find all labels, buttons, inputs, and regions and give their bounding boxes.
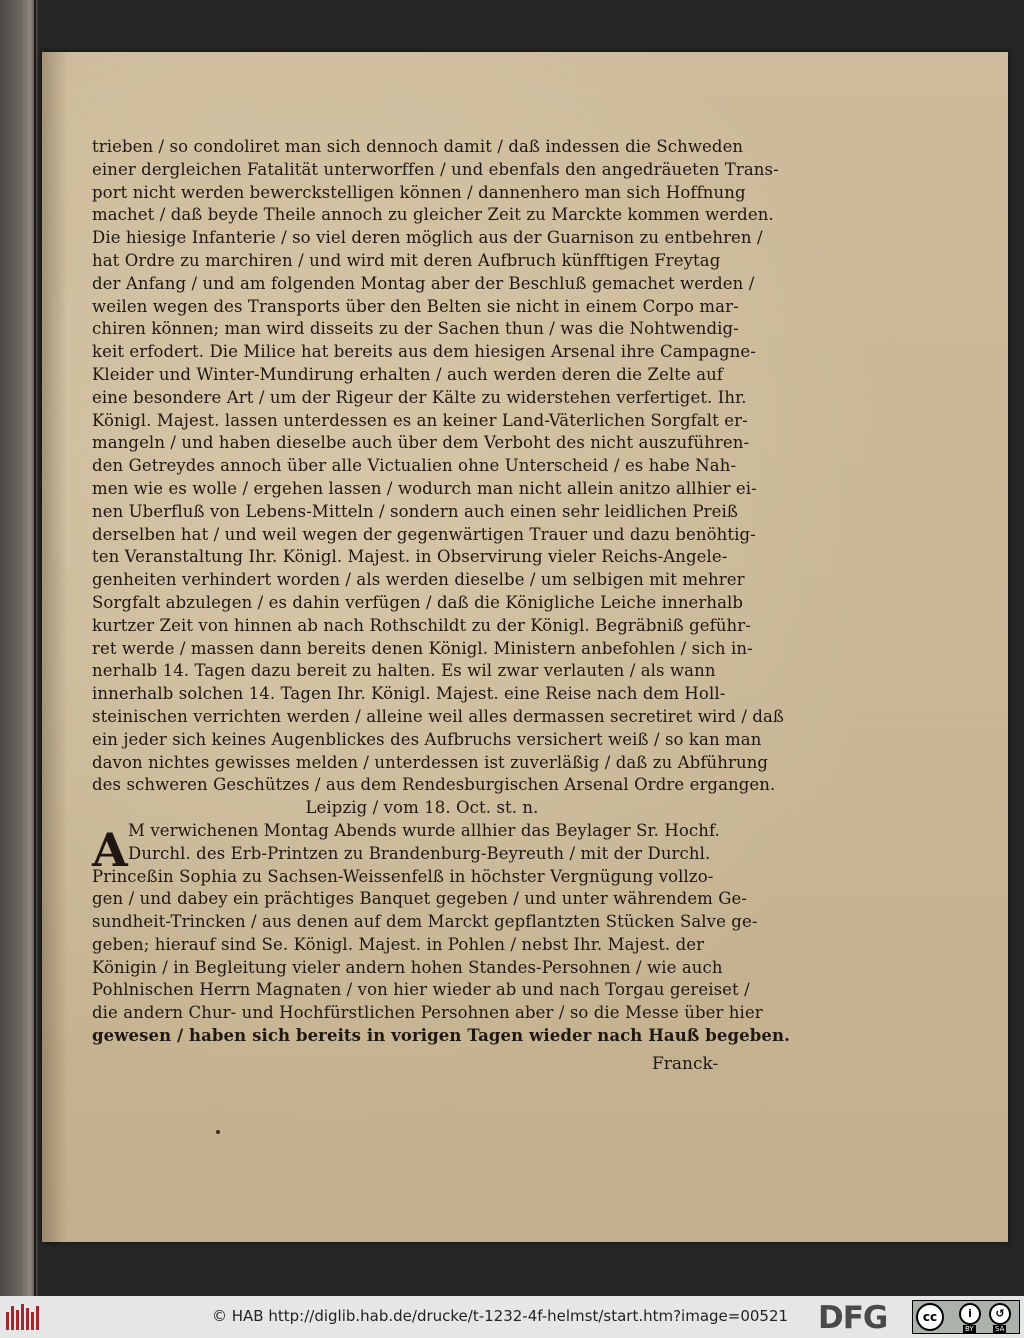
article-line: sundheit-Trincken / aus denen auf dem Marckt gepflantzten Stücken Salve ge- [92,912,758,932]
share-alike-icon: ↺ [989,1303,1011,1325]
text-line: keit erfodert. Die Milice hat bereits aus dem hiesigen Arsenal ihre Campagne- [92,342,756,362]
text-line: hat Ordre zu marchiren / und wird mit deren Aufbruch künfftigen Freytag [92,250,721,270]
text-line: einer dergleichen Fatalität unterworffen / und ebenfals den angedräueten Trans- [92,159,779,179]
text-line: der Anfang / und am folgenden Montag aber der Beschluß gemachet werden / [92,273,755,293]
page-text-block [92,136,792,1048]
attribution-icon: i [959,1303,981,1325]
article-line: M verwichenen Montag Abends wurde allhier das Beylager Sr. Hochf. [128,820,720,840]
previous-page-edge [0,0,38,1296]
article-line: Durchl. des Erb-Printzen zu Brandenburg-Beyreuth / mit der Durchl. [128,843,711,863]
text-line: innerhalb solchen 14. Tagen Ihr. Königl. Majest. eine Reise nach dem Holl- [92,684,726,704]
dateline: Leipzig / vom 18. Oct. st. n. [305,798,539,818]
article-line: gen / und dabey ein prächtiges Banquet gegeben / und unter währendem Ge- [92,889,748,909]
text-line: eine besondere Art / um der Rigeur der Kälte zu widerstehen verfertiget. Ihr. [92,387,747,407]
text-line: den Getreydes annoch über alle Victualien ohne Unterscheid / es habe Nah- [92,456,737,476]
cc-license-badge[interactable] [912,1300,1020,1334]
cc-by-label: BY [965,1325,974,1333]
article-line: Königin / in Begleitung vieler andern hohen Standes-Persohnen / wie auch [92,957,723,977]
cc-icon: cc [916,1303,944,1331]
ink-spot [216,1130,220,1134]
text-line: ten Veranstaltung Ihr. Königl. Majest. in Observirung vieler Reichs-Angele- [92,547,728,567]
hab-logo-icon[interactable] [6,1304,40,1330]
drop-cap-initial: A [92,823,128,877]
book-page [42,52,1008,1242]
copyright-link[interactable]: © HAB http://diglib.hab.de/drucke/t-1232-4f-helmst/start.htm?image=00521 [212,1307,789,1325]
text-line: ein jeder sich keines Augenblickes des Aufbruchs versichert weiß / so kan man [92,729,762,749]
text-line: steinischen verrichten werden / alleine weil alles dermassen secretiret wird / daß [92,706,785,726]
article-line: gewesen / haben sich bereits in vorigen Tagen wieder nach Hauß begeben. [92,1026,790,1046]
article-line: die andern Chur- und Hochfürstlichen Persohnen aber / so die Messe über hier [92,1003,763,1023]
text-line: ret werde / massen dann bereits denen Königl. Ministern anbefohlen / sich in- [92,638,753,658]
text-line: kurtzer Zeit von hinnen ab nach Rothschildt zu der Königl. Begräbniß geführ- [92,615,751,635]
page-gutter-shadow [42,52,68,1242]
text-line: trieben / so condoliret man sich dennoch damit / daß indessen die Schweden [92,137,744,156]
text-line: davon nichtes gewisses melden / unterdessen ist zuverläßig / daß zu Abführung [92,752,769,772]
dfg-logo[interactable]: DFG [818,1300,888,1336]
text-line: chiren können; man wird disseits zu der Sachen thun / was die Nohtwendig- [92,319,739,339]
text-line: machet / daß beyde Theile annoch zu gleicher Zeit zu Marckte kommen werden. [92,205,774,225]
article-line: Princeßin Sophia zu Sachsen-Weissenfelß in höchster Vergnügung vollzo- [92,866,714,886]
text-line: Die hiesige Infanterie / so viel deren möglich aus der Guarnison zu entbehren / [92,228,763,248]
article-line: geben; hierauf sind Se. Königl. Majest. in Pohlen / nebst Ihr. Majest. der [92,934,705,954]
text-line: nerhalb 14. Tagen dazu bereit zu halten. Es wil zwar verlauten / als wann [92,661,716,681]
text-line: nen Uberfluß von Lebens-Mitteln / sondern auch einen sehr leidlichen Preiß [92,501,739,521]
text-line: men wie es wolle / ergehen lassen / wodurch man nicht allein anitzo allhier ei- [92,478,757,498]
text-line: Kleider und Winter-Mundirung erhalten / auch werden deren die Zelte auf [92,364,724,384]
text-line: weilen wegen des Transports über den Belten sie nicht in einem Corpo mar- [92,296,739,316]
article-line: Pohlnischen Herrn Magnaten / von hier wieder ab und nach Torgau gereiset / [92,980,750,1000]
text-line: mangeln / und haben dieselbe auch über dem Verboht des nicht auszuführen- [92,433,750,453]
viewer-footer [0,1296,1024,1338]
text-line: derselben hat / und weil wegen der gegenwärtigen Trauer und dazu benöhtig- [92,524,756,544]
text-line: Sorgfalt abzulegen / es dahin verfügen / daß die Königliche Leiche innerhalb [92,592,744,612]
text-line: genheiten verhindert worden / als werden dieselbe / um selbigen mit mehrer [92,570,745,590]
text-line: des schweren Geschützes / aus dem Rendesburgischen Arsenal Ordre ergangen. [92,775,776,795]
catchword: Franck- [652,1054,719,1074]
cc-sa-label: SA [995,1325,1005,1333]
text-line: port nicht werden bewerckstelligen können / dannenhero man sich Hoffnung [92,182,746,202]
text-line: Königl. Majest. lassen unterdessen es an keiner Land-Väterlichen Sorgfalt er- [92,410,748,430]
